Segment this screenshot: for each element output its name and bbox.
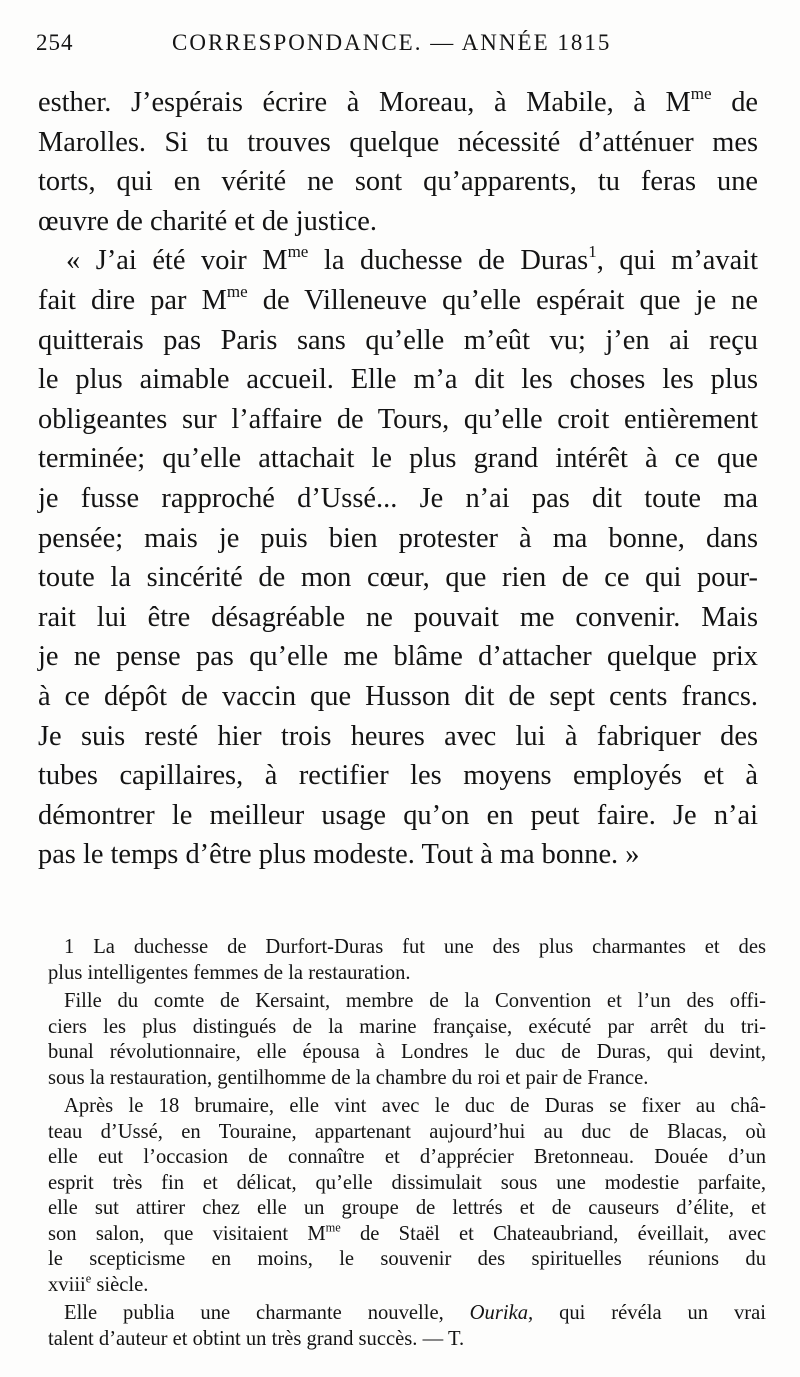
text-line-content: de Villeneuve qu’elle espérait que je ne [247, 284, 758, 316]
footnote-text: de Staël et Chateaubriand, éveillait, avec [340, 1222, 766, 1245]
text-line: torts, qui en vérité ne sont qu’apparents, tu feras une [38, 166, 758, 198]
superscript: e [85, 1270, 92, 1285]
running-head [36, 30, 766, 62]
text-line: démontrer le meilleur usage qu’on en peut faire. Je n’ai [38, 799, 758, 831]
main-text [38, 83, 758, 875]
footnote-1 [48, 935, 766, 986]
footnote-line [48, 935, 766, 961]
footnotes [48, 935, 766, 1355]
text-line-content: esther. J’espérais écrire à Moreau, à Mabile, à M [38, 87, 691, 118]
footnote-text: qui révéla un vrai [533, 1302, 766, 1324]
book-title: Ourika, [469, 1302, 534, 1324]
footnote-text: siècle. [91, 1273, 149, 1296]
footnote-paragraph-4 [48, 1301, 766, 1352]
text-line-content: de [711, 87, 758, 118]
text-line: pensée; mais je puis bien protester à ma bonne, dans [38, 522, 758, 554]
footnote-marker: 1 [64, 936, 75, 958]
footnote-reference: 1 [588, 242, 597, 262]
superscript: me [690, 84, 712, 104]
text-line [38, 281, 758, 321]
footnote-line [48, 1219, 766, 1248]
text-line [38, 241, 758, 281]
footnote-text: Elle publia une charmante nouvelle, [64, 1302, 470, 1324]
text-line [38, 83, 758, 123]
footnote-text: La duchesse de Durfort-Duras fut une des plus charmantes et des [74, 936, 766, 958]
footnote-line: talent d’auteur et obtint un très grand succès. — T. [48, 1327, 465, 1350]
text-line-content: la duchesse de Duras [308, 245, 589, 277]
text-line: obligeantes sur l’affaire de Tours, qu’elle croit entièrement [38, 403, 758, 435]
text-line: terminée; qu’elle attachait le plus grand intérêt à ce que [38, 443, 758, 475]
text-line: œuvre de charité et de justice. [38, 205, 377, 237]
footnote-line [48, 1270, 766, 1299]
text-line: à ce dépôt de vaccin que Husson dit de sept cents francs. [38, 680, 758, 712]
footnote-line: ciers les plus distingués de la marine française, exécuté par arrêt du tri- [48, 1015, 766, 1038]
text-line: pas le temps d’être plus modeste. Tout à ma bonne. » [38, 839, 640, 871]
text-line: je fusse rapproché d’Ussé... Je n’ai pas dit toute ma [38, 482, 758, 514]
running-title: CORRESPONDANCE. — ANNÉE 1815 [172, 30, 612, 55]
text-line-content: , qui m’avait [596, 245, 758, 277]
superscript: me [325, 1219, 341, 1234]
footnote-line [48, 1301, 766, 1327]
text-line: je ne pense pas qu’elle me blâme d’attacher quelque prix [38, 641, 758, 673]
footnote-paragraph-2 [48, 989, 766, 1091]
footnote-line: teau d’Ussé, en Touraine, appartenant aujourd’hui au duc de Blacas, où [48, 1120, 766, 1143]
text-line: Marolles. Si tu trouves quelque nécessité d’atténuer mes [38, 126, 758, 158]
footnote-line: sous la restauration, gentilhomme de la chambre du roi et pair de France. [48, 1066, 649, 1089]
footnote-paragraph-3 [48, 1094, 766, 1298]
footnote-text: son salon, que visitaient M [48, 1222, 326, 1245]
text-line: rait lui être désagréable ne pouvait me convenir. Mais [38, 601, 758, 633]
footnote-line: le scepticisme en moins, le souvenir des spirituelles réunions du [48, 1248, 766, 1270]
text-line: tubes capillaires, à rectifier les moyens employés et à [38, 760, 758, 792]
text-line-content: fait dire par M [38, 284, 227, 316]
footnote-line: elle sut attirer chez elle un groupe de lettrés et de causeurs d’élite, et [48, 1197, 766, 1219]
superscript: me [287, 242, 309, 262]
text-line: le plus aimable accueil. Elle m’a dit les choses les plus [38, 364, 758, 396]
footnote-line: bunal révolutionnaire, elle épousa à Londres le duc de Duras, qui devint, [48, 1041, 766, 1063]
footnote-line: esprit très fin et délicat, qu’elle dissimulait sous une modestie parfaite, [48, 1171, 766, 1194]
footnote-line: Fille du comte de Kersaint, membre de la Convention et l’un des offi- [64, 990, 766, 1012]
footnote-line: elle eut l’occasion de connaître et d’apprécier Bretonneau. Douée d’un [48, 1146, 766, 1168]
text-line: toute la sincérité de mon cœur, que rien de ce qui pour- [38, 562, 758, 594]
footnote-line: Après le 18 brumaire, elle vint avec le duc de Duras se fixer au châ- [64, 1095, 766, 1117]
superscript: me [226, 282, 248, 302]
text-line: quitterais pas Paris sans qu’elle m’eût vu; j’en ai reçu [38, 324, 758, 356]
footnote-line: plus intelligentes femmes de la restauration. [48, 961, 411, 984]
page-number: 254 [36, 30, 74, 55]
text-line-content: « J’ai été voir M [66, 245, 288, 277]
footnote-text: xviii [48, 1273, 86, 1296]
text-line: Je suis resté hier trois heures avec lui à fabriquer des [38, 720, 758, 752]
